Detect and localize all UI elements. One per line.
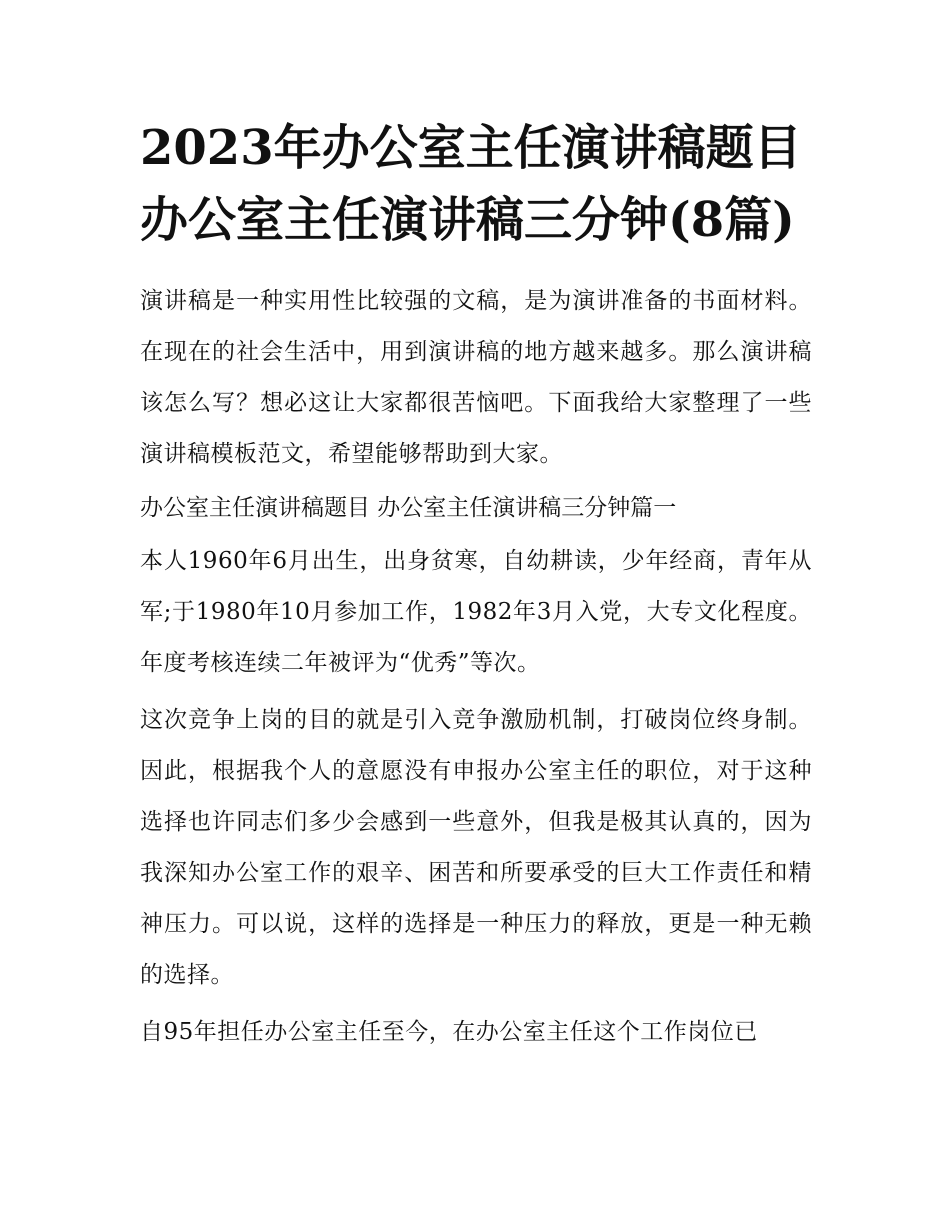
body-paragraph: 这次竞争上岗的目的就是引入竞争激励机制，打破岗位终身制。因此，根据我个人的意愿没有申报办公室主任的职位，对于这种选择也许同志们多少会感到一些意外，但我是极其认真的，因为我深知办公室工作的艰辛、困苦和所要承受的巨大工作责任和精神压力。可以说，这样的选择是一种压力的释放，更是一种无赖的选择。 <box>140 707 812 988</box>
body-paragraph: 自95年担任办公室主任至今，在办公室主任这个工作岗位已 <box>140 1019 758 1045</box>
document-page <box>140 112 812 1064</box>
document-title: 2023年办公室主任演讲稿题目 办公室主任演讲稿三分钟(8篇) <box>140 120 802 248</box>
intro-paragraph: 演讲稿是一种实用性比较强的文稿，是为演讲准备的书面材料。在现在的社会生活中，用到演讲稿的地方越来越多。那么演讲稿该怎么写？想必这让大家都很苦恼吧。下面我给大家整理了一些演讲稿模板范文，希望能够帮助到大家。 <box>140 288 812 467</box>
document-body <box>140 276 812 1058</box>
section-heading: 办公室主任演讲稿题目 办公室主任演讲稿三分钟篇一 <box>140 495 677 521</box>
body-paragraph: 本人1960年6月出生，出身贫寒，自幼耕读，少年经商，青年从军;于1980年10月参加工作，1982年3月入党，大专文化程度。年度考核连续二年被评为“优秀”等次。 <box>140 548 812 676</box>
